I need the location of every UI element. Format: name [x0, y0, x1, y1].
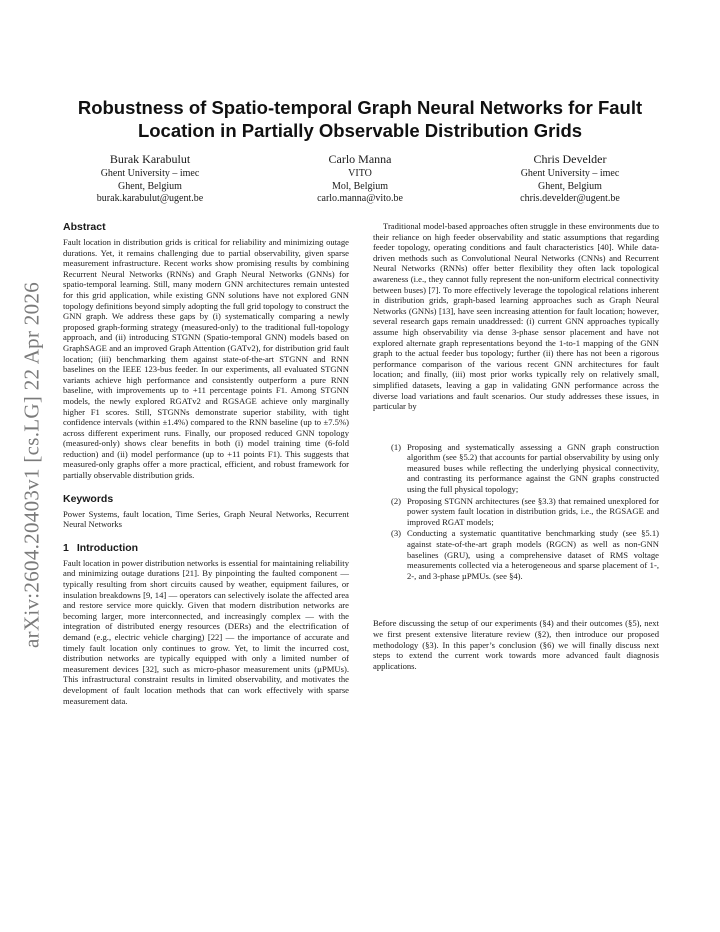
author-location: Ghent, Belgium: [538, 180, 602, 192]
list-item-text: Proposing STGNN architectures (see §3.3) that remained unexplored for power system fault location in distribution grids, i.e., the RGSAGE and improved RGAT models;: [407, 495, 659, 527]
list-item: [373, 442, 659, 495]
arxiv-identifier: [10, 255, 54, 675]
abstract-text: Fault location in distribution grids is critical for reliability and minimizing outage durations. Yet, it remains challenging due to partial observability, given sparse measurement infrastructure. Recent works show promising results by combining Recurrent Neural Networks (RNNs) and Graph Neural Networks (GNNs) for spatio-temporal learning. Still, many modern GNN architectures remain untested for this grid application, while existing GNN solutions have not explored GNN topology definitions beyond simply adopting the full grid topology to construct the GNN graph. We address these gaps by (i) systematically comparing a newly proposed graph-forming strategy (measured-only) to the traditional full-topology approach, and (ii) introducing STGNN (Spatio-temporal GNN) models based on GraphSAGE and an improved Graph Attention (GATv2), for distribution grid fault location; (iii) benchmarking them against state-of-the-art STGNN and RNN baselines on the IEEE 123-bus feeder. In our experiments, all evaluated STGNN variants achieve high performance and consistently outperform a pure RNN baseline, with improvements up to +11 percentage points F1. Among STGNN models, the newly explored RGATv2 and RGSAGE achieve only marginally higher F1 scores. Still, STGNNs demonstrate superior stability, with tight confidence intervals (within ±1.4%) compared to the RNN baseline (up to ±7.5%) across different experiment runs. Finally, our proposed reduced GNN topology (measured-only) shows clear benefits in both (i) model training time (6-fold reduction) and (ii) model performance (up to +11 points F1). This suggests that measured-only graphs offer a more practical, efficient, and robust framework for partially observable distribution grids.: [63, 237, 349, 481]
arxiv-identifier-text: arXiv:2604.20403v1 [cs.LG] 22 Apr 2026: [19, 281, 44, 649]
author-name: Burak Karabulut: [109, 152, 191, 166]
paper-title: Robustness of Spatio-temporal Graph Neural Networks for Fault Location in Partially Observable Distribution Grids: [77, 97, 643, 141]
author-location: Ghent, Belgium: [118, 180, 182, 192]
contribution-list: [373, 442, 659, 582]
author-affiliation: Ghent University – imec: [100, 168, 200, 179]
list-item: [373, 496, 659, 528]
author-email: carlo.manna@vito.be: [317, 193, 403, 205]
author-location: Mol, Belgium: [331, 180, 389, 192]
author-affiliation: VITO: [348, 168, 372, 179]
keywords-text: Power Systems, fault location, Time Series, Graph Neural Networks, Recurrent Neural Networks: [63, 508, 349, 530]
author-name: Chris Develder: [533, 152, 607, 166]
list-item-text: Proposing and systematically assessing a GNN graph construction algorithm (see §5.2) that accounts for partial observability by using only measured buses while reflecting the underlying physical connectivity, and contrasting its performance against the GNN graphs constructed using the full physical topology;: [407, 441, 659, 495]
left-column: [63, 221, 349, 706]
intro-paragraph-1: Fault location in power distribution networks is essential for maintaining reliability and minimizing outage durations [21]. By pinpointing the faulted component — typically resulting from short circuits caused by weather, equipment failures, or insulation breakdowns [9, 14] — operators can selectively isolate the affected area and restore service more quickly. Given that modern distribution networks are becoming larger, more interconnected, and increasingly complex — with the integration of distributed energy resources (DERs) and the electrification of demand (e.g., electric vehicle charging) [22] — the importance of accurate and timely fault location only continues to grow. Yet, to limit the incurred cost, distribution networks are typically equipped with only a limited number of measurement devices [32], such as micro-phasor measurement units (µPMUs). This infrastructural constraint results in limited observability, and motivates the development of fault location methods that can work effectively with sparse measurement data.: [63, 557, 349, 706]
right-column: [373, 221, 659, 671]
author-3: [480, 152, 660, 206]
author-email: burak.karabulut@ugent.be: [96, 193, 204, 205]
intro-paragraph-3: Before discussing the setup of our experiments (§4) and their outcomes (§5), next we first present extensive literature review (§2), then introduce our proposed methodology (§3). In this paper’s conclusion (§6) we will finally discuss next steps to extend the current work towards more advanced fault diagnosis applications.: [373, 618, 659, 671]
list-marker: (1): [391, 441, 402, 452]
author-email: chris.develder@ugent.be: [520, 193, 620, 205]
section-title: Introduction: [76, 541, 139, 554]
author-2: [270, 152, 450, 206]
keywords-heading: Keywords: [63, 492, 114, 505]
list-marker: (2): [391, 495, 402, 506]
list-item: [373, 528, 659, 581]
author-1: [60, 152, 240, 206]
intro-paragraph-2: Traditional model-based approaches often struggle in these environments due to their reliance on high feeder observability and static assumptions that regarding feeder topology, operating conditions and fault characteristics [40]. While data-driven methods such as Convolutional Neural Networks (CNNs) and Recurrent Neural Networks (RNNs) offer better flexibility they often lack topological awareness (i.e., they cannot fully represent the non-uniform electrical connectivity between buses) [7]. To more effectively leverage the topological relations inherent in distribution grids, graph-based learning approaches such as Graph Neural Networks (GNNs) [13], have seen increasing attention for fault location; however, several research gaps remain unaddressed: (i) current GNN approaches typically assume high observability via dense 3-phase sensor placement and have not explored alternate graph representations beyond the 1-to-1 mapping of the GNN graph to the actual feeder bus topology; further (ii) there has not been a rigorous performance comparison of the various recent GNN architectures for fault location; and finally, (iii) most prior works typically rely on relatively small, simplified datasets, leaving a gap in validating GNN performance across the diverse load variations and fault scenarios. Our study addresses these issues, in particular by: [373, 221, 659, 412]
author-name: Carlo Manna: [328, 152, 392, 166]
author-affiliation: Ghent University – imec: [520, 168, 620, 179]
section-number: 1: [63, 541, 69, 554]
author-block: [60, 152, 660, 206]
abstract-heading: Abstract: [63, 221, 106, 233]
list-item-text: Conducting a systematic quantitative benchmarking study (see §5.1) against state-of-the-art graph models (RGCN) as well as non-GNN baselines (GRU), using a comprehensive dataset of RMS voltage measurements collected via a heterogeneous and sparse placement of 1-, 2-, and 3-phase µPMUs. (see §4).: [407, 528, 659, 581]
introduction-heading: [63, 542, 349, 555]
list-marker: (3): [391, 528, 402, 539]
